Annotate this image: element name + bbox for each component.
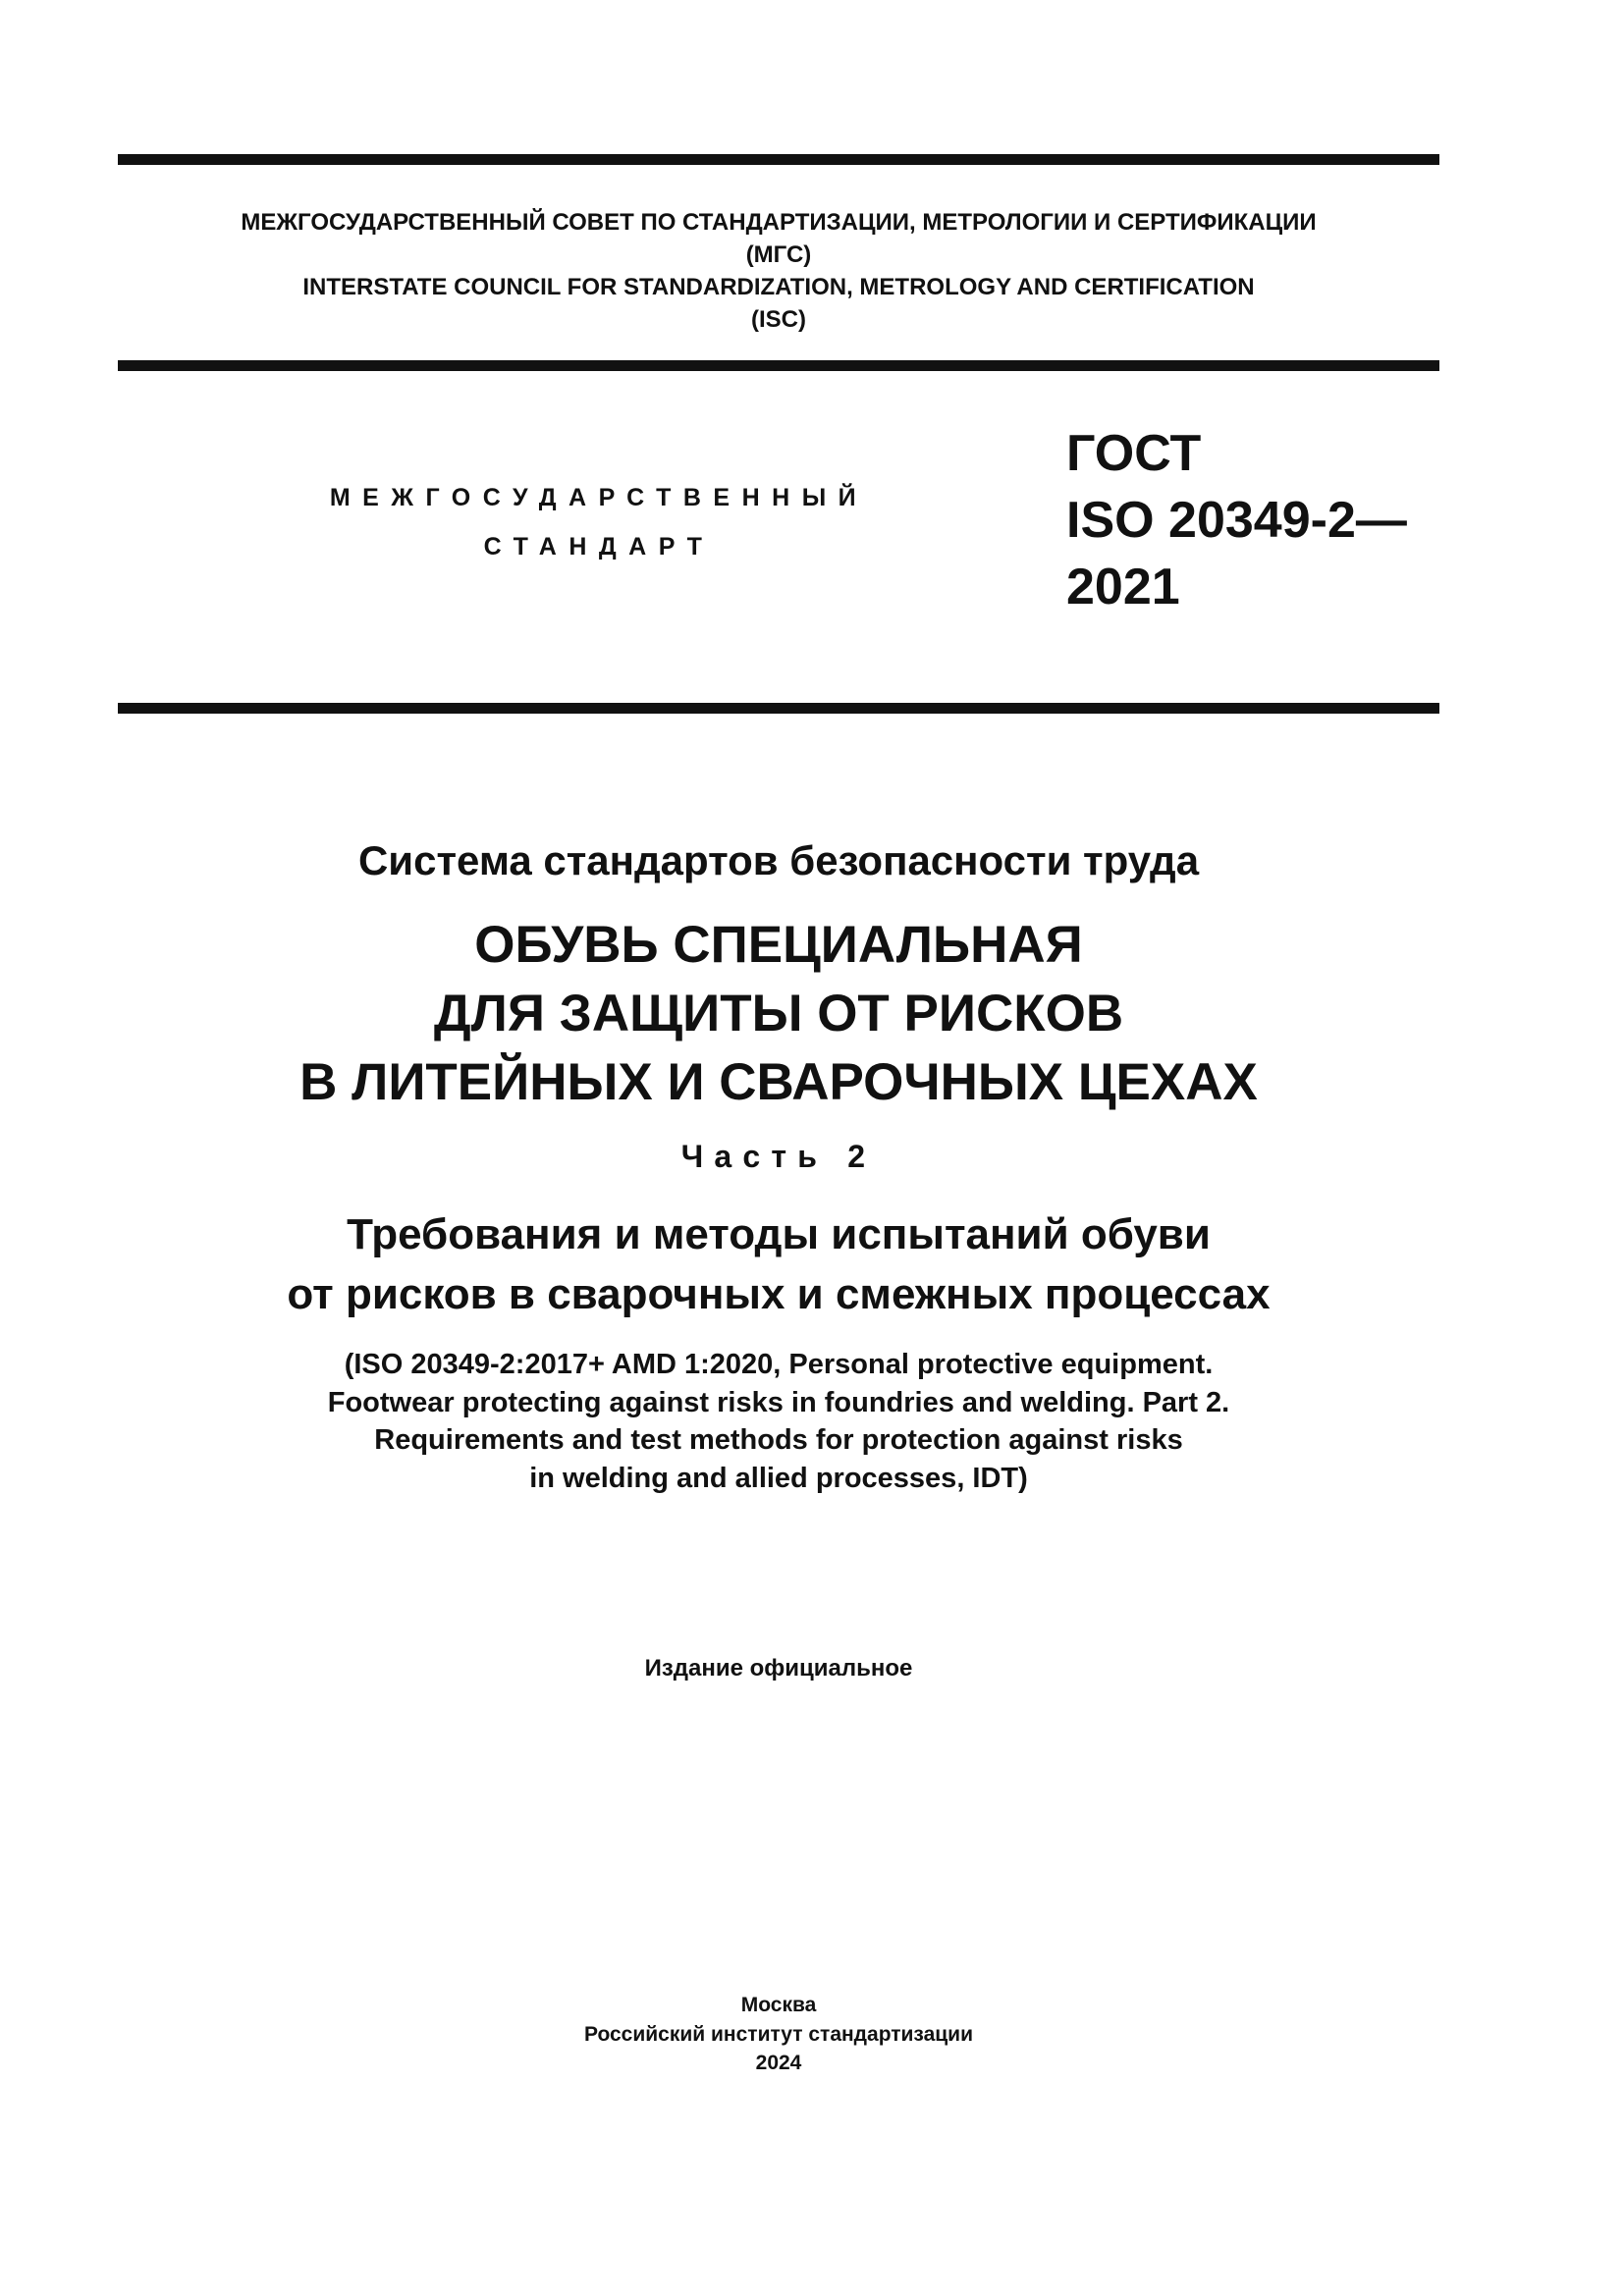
header-rule: [118, 360, 1439, 371]
top-rule: [118, 154, 1439, 165]
document-subtitle: [118, 1204, 1439, 1324]
designation-rule: [118, 703, 1439, 714]
standard-type: [245, 473, 952, 571]
council-name-en: INTERSTATE COUNCIL FOR STANDARDIZATION, METROLOGY AND CERTIFICATION: [302, 274, 1255, 300]
council-abbr-ru: (МГС): [745, 241, 812, 268]
designation-line: ГОСТ: [1066, 425, 1202, 482]
council-name-ru: МЕЖГОСУДАРСТВЕННЫЙ СОВЕТ ПО СТАНДАРТИЗАЦИИ, МЕТРОЛОГИИ И СЕРТИФИКАЦИИ: [241, 209, 1317, 236]
imprint: [118, 1991, 1439, 2078]
imprint-year: 2024: [755, 2052, 802, 2074]
title-line: В ЛИТЕЙНЫХ И СВАРОЧНЫХ ЦЕХАХ: [299, 1053, 1258, 1111]
council-header: [118, 206, 1439, 336]
part-label: Часть 2: [680, 1139, 877, 1174]
title-line: ОБУВЬ СПЕЦИАЛЬНАЯ: [474, 916, 1083, 974]
subtitle-line: от рисков в сварочных и смежных процессах: [287, 1270, 1271, 1318]
reference-line: (ISO 20349-2:2017+ AMD 1:2020, Personal protective equipment.: [344, 1349, 1214, 1380]
standard-designation: [1066, 420, 1407, 620]
designation-line: 2021: [1066, 559, 1180, 615]
title-line: ДЛЯ ЗАЩИТЫ ОТ РИСКОВ: [433, 985, 1124, 1042]
standard-type-line: МЕЖГОСУДАРСТВЕННЫЙ: [329, 484, 869, 511]
imprint-city: Москва: [740, 1994, 817, 2016]
reference-line: in welding and allied processes, IDT): [529, 1462, 1028, 1494]
designation-line: ISO 20349-2—: [1066, 492, 1407, 549]
subtitle-line: Требования и методы испытаний обуви: [347, 1210, 1211, 1258]
original-standard-reference: [118, 1346, 1439, 1497]
council-abbr-en: (ISC): [751, 306, 806, 333]
standard-type-line: СТАНДАРТ: [483, 533, 715, 561]
reference-line: Footwear protecting against risks in foundries and welding. Part 2.: [327, 1386, 1230, 1418]
document-title: [118, 911, 1439, 1117]
series-title: Система стандартов безопасности труда: [357, 837, 1200, 883]
reference-line: Requirements and test methods for protection against risks: [374, 1424, 1183, 1456]
imprint-publisher: Российский институт стандартизации: [583, 2022, 974, 2046]
edition-label: Издание официальное: [644, 1655, 913, 1682]
